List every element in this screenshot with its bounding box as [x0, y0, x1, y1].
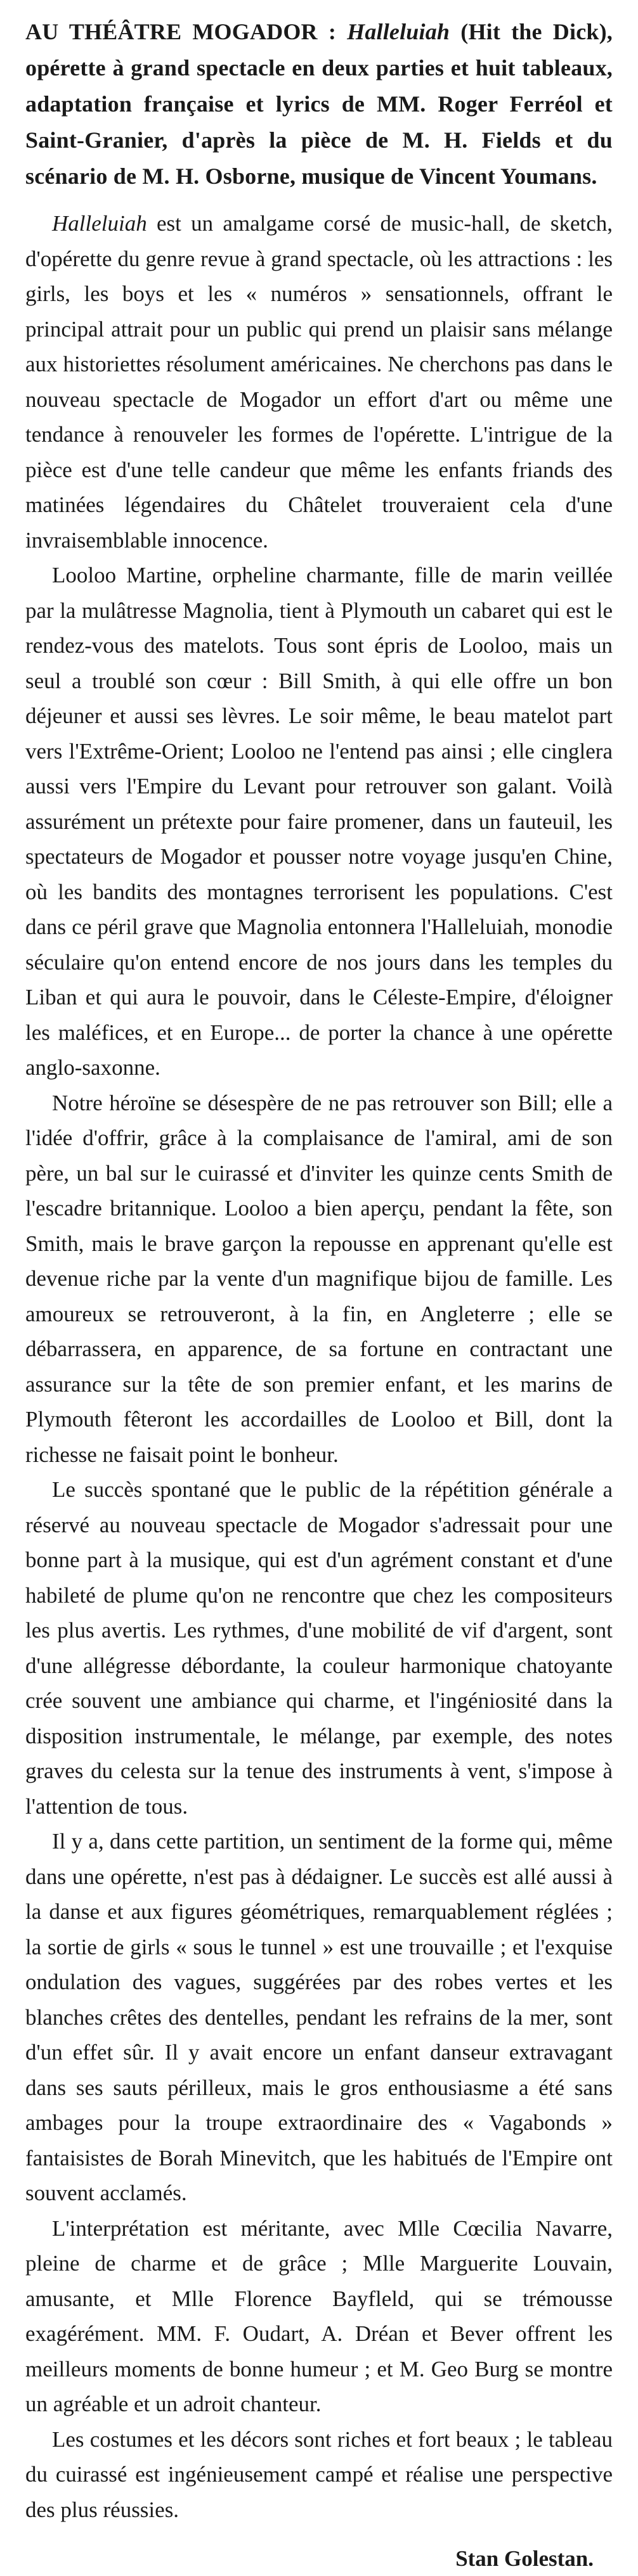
paragraph-plot: Looloo Martine, orpheline charmante, fille de marin veillée par la mulâtresse Magnolia, tient à Plymouth un cabaret qui est le rendez-vous des matelots. Tous sont épris de Looloo, mais un seul a troublé son cœur : Bill Smith, à qui elle offre un bon déjeuner et aussi ses lèvres. Le soir même, le beau matelot part vers l'Extrême-Orient; Looloo ne l'entend pas ainsi ; elle cinglera aussi vers l'Empire du Levant pour retrouver son galant. Voilà assurément un prétexte pour faire promener, dans un fauteuil, les spectateurs de Mogador et pousser notre voyage jusqu'en Chine, où les bandits des montagnes terrorisent les populations. C'est dans ce péril grave que Magnolia entonnera l'Halleluiah, monodie séculaire qu'on entend encore de nos jours dans les temples du Liban et qui aura le pouvoir, dans le Céleste-Empire, d'éloigner les maléfices, et en Europe... de porter la chance à une opérette anglo-saxonne.	[25, 563, 613, 1080]
paragraph-intro-text: est un amalgame corsé de music-hall, de sketch, d'opérette du genre revue à grand spectacle, où les attractions : les girls, les boys et les « numéros » sensationnels, offrant le principal attrait pour un public qui prend un plaisir sans mélange aux historiettes résolument américaines. Ne cherchons pas dans le nouveau spectacle de Mogador un effort d'art ou même une tendance à renouveler les formes de l'opérette. L'intrigue de la pièce est d'une telle candeur que même les enfants friands des matinées légendaires du Châtelet trouveraient cela d'une invraisemblable innocence.	[25, 211, 613, 553]
paragraph-cast: L'interprétation est méritante, avec Mlle Cœcilia Navarre, pleine de charme et de grâce ; Mlle Marguerite Louvain, amusante, et Mlle Florence Bayfleld, qui se trémousse exagérément. MM. F. Oudart, A. Dréan et Bever offrent les meilleurs moments de bonne humeur ; et M. Geo Burg se montre un agréable et un adroit chanteur.	[25, 2215, 613, 2416]
paragraph-music: Le succès spontané que le public de la répétition générale a réservé au nouveau spectacle de Mogador s'adressait pour une bonne part à la musique, qui est d'un agrément constant et d'une habileté de plume qu'on ne rencontre que chez les compositeurs les plus avertis. Les rythmes, d'une mobilité de vif d'argent, sont d'une allégresse débordante, la couleur harmonique chatoyante crée souvent une ambiance qui charme, et l'ingéniosité dans la disposition instrumentale, le mélange, par exemple, des notes graves du celesta sur la tenue des instruments à vent, s'impose à l'attention de tous.	[25, 1477, 613, 1819]
paragraph-plot-continued: Notre héroïne se désespère de ne pas retrouver son Bill; elle a l'idée d'offrir, grâce à la complaisance de l'amiral, ami de son père, un bal sur le cuirassé et d'inviter les quinze cents Smith de l'escadre britannique. Looloo a bien aperçu, pendant la fête, son Smith, mais le brave garçon la repousse en apprenant qu'elle est devenue riche par la vente d'un magnifique bijou de famille. Les amoureux se retrouveront, à la fin, en Angleterre ; elle se débarrassera, en apparence, de sa fortune en contractant une assurance sur la tête de son premier enfant, et les marins de Plymouth fêteront les accordailles de Looloo et Bill, dont la richesse ne faisait point le bonheur.	[25, 1090, 613, 1467]
paragraph-staging: Il y a, dans cette partition, un sentiment de la forme qui, même dans une opérette, n'est pas à dédaigner. Le succès est allé aussi à la danse et aux figures géométriques, remarquablement réglées ; la sortie de girls « sous le tunnel » est une trouvaille ; et l'exquise ondulation des vagues, suggérées par des robes vertes et les blanches crêtes des dentelles, pendant les refrains de la mer, sont d'un effet sûr. Il y avait encore un enfant danseur extravagant dans ses sauts périlleux, mais le gros enthousiasme a été sans ambages pour la troupe extraordinaire des « Vagabonds » fantaisistes de Borah Minevitch, que les habitués de l'Empire ont souvent acclamés.	[25, 1829, 613, 2205]
paragraph-decor: Les costumes et les décors sont riches et fort beaux ; le tableau du cuirassé est ingénieusement campé et réalise une perspective des plus réussies.	[25, 2426, 613, 2522]
author-signature: Stan Golestan.	[455, 2546, 594, 2571]
paragraph-intro	[25, 206, 613, 558]
show-details: (Hit the Dick), opérette à grand spectacle en deux parties et huit tableaux, adaptation française et lyrics de MM. Roger Ferréol et Saint-Granier, d'après la pièce de M. H. Fields et du scénario de M. H. Osborne, musique de Vincent Youmans.	[25, 19, 613, 189]
paragraph-intro-title: Halleluiah	[52, 211, 147, 236]
show-title: Halleluiah	[347, 19, 450, 44]
review-article	[25, 14, 613, 2576]
review-heading	[25, 14, 613, 195]
venue-name: AU THÉÂTRE MOGADOR :	[25, 19, 337, 44]
